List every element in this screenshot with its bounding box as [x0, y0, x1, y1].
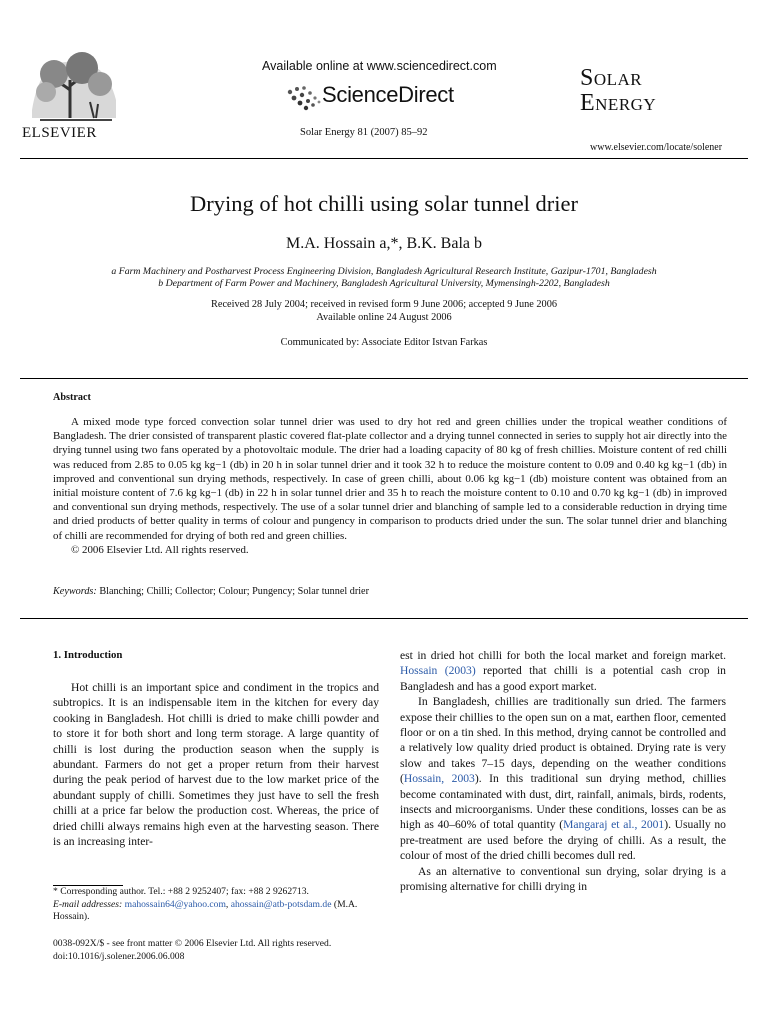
abstract-copyright: © 2006 Elsevier Ltd. All rights reserved. [71, 543, 249, 556]
paragraph-text: In Bangladesh, chillies are traditionally sun dried. The farmers expose their chillies to the open sun on a mat, earthen floor, cemented floor or on a tin shed. In this method, drying cannot be controlled and a relatively low quality dried product is obtained. Drying rate is very slow and takes 7–15 days, depending on the weather conditions ( [400, 695, 726, 786]
header-divider [20, 158, 748, 159]
left-column [53, 680, 379, 849]
doi-line[interactable]: doi:10.1016/j.solener.2006.06.008 [53, 950, 185, 962]
available-online-text: Available online at www.sciencedirect.com [262, 59, 497, 73]
available-online-date: Available online 24 August 2006 [316, 312, 452, 323]
intro-paragraph-1: Hot chilli is an important spice and condiment in the tropics and subtropics. It is an indispensable item in the kitchen for every day cooking in Bangladesh. Hot chilli is dried to make chilli powder and to store it for both short and long term storage. A large quantity of chilli is lost during the production season when the supply is abundant. Farmers do not get a proper return from their harvest during the peak period of harvest due to the low market price of the abundant supply of chilli. Sometimes they just have to sell the fresh chilli at a price far below the production cost. Whereas, the price of dried chilli always remains high even at the harvesting season. There is an increasing inter- [53, 681, 379, 849]
keywords-text: Blanching; Chilli; Collector; Colour; Pungency; Solar tunnel drier [99, 586, 369, 597]
email-suffix: (M.A. Hossain). [53, 898, 358, 923]
paragraph-text: ). In this traditional sun drying method, chillies become contaminated with dust, dirt, rainfall, animals, birds, rodents, insects and microorganisms. Under these conditions, losses can be as high as 40–60% of total quantity ( [400, 772, 726, 832]
footnote [53, 886, 379, 924]
journal-name-line1: Solar [580, 65, 643, 91]
received-dates: Received 28 July 2004; received in revised form 9 June 2006; accepted 9 June 2006 [211, 299, 557, 310]
email-link-2[interactable]: ahossain@atb-potsdam.de [230, 898, 332, 910]
issn-line: 0038-092X/$ - see front matter © 2006 Elsevier Ltd. All rights reserved. [53, 938, 332, 949]
citation-link-hossain-2003[interactable]: Hossain (2003) [400, 664, 476, 678]
abstract-divider-bottom [20, 618, 748, 619]
article-authors: M.A. Hossain a,*, B.K. Bala b [286, 235, 482, 252]
journal-reference: Solar Energy 81 (2007) 85–92 [300, 127, 428, 138]
corresponding-author-note: * Corresponding author. Tel.: +88 2 9252407; fax: +88 2 9262713. [53, 886, 309, 897]
intro-paragraph-2 [400, 694, 726, 863]
front-matter [53, 938, 331, 963]
email-link-1[interactable]: mahossain64@yahoo.com [124, 898, 226, 910]
journal-url-link[interactable]: www.elsevier.com/locate/solener [590, 142, 723, 153]
journal-name-logo [580, 66, 656, 116]
journal-name-line2: Energy [580, 90, 657, 116]
paragraph-text: ). Usually no pre-treatment are used before the drying of chilli. As a result, the colour of most of the dried chilli becomes dull red. [400, 818, 726, 863]
intro-paragraph-3: As an alternative to conventional sun drying, solar drying is a promising alternative for chilli drying in [400, 864, 726, 894]
email-line: E-mail addresses: mahossain64@yahoo.com, ahossain@atb-potsdam.de (M.A. Hossain). [53, 898, 358, 923]
paragraph-text: est in dried hot chilli for both the local market and foreign market. [400, 649, 726, 662]
citation-link-mangaraj-2001[interactable]: Mangaraj et al., 2001 [563, 818, 665, 832]
sciencedirect-dots-logo [284, 84, 324, 112]
sciencedirect-wordmark: ScienceDirect [322, 82, 454, 107]
communicated-by: Communicated by: Associate Editor Istvan Farkas [280, 337, 488, 348]
citation-link-hossain-2003b[interactable]: Hossain, 2003 [403, 772, 475, 786]
paragraph-text: reported that chilli is a potential cash crop in Bangladesh and has a good export market. [400, 664, 726, 693]
affiliation-a: a Farm Machinery and Postharvest Process Engineering Division, Bangladesh Agricultural Research Institute, Gazipur-1701, Bangladesh [111, 266, 657, 277]
intro-paragraph-1-cont [400, 648, 726, 694]
section-heading-introduction: 1. Introduction [53, 649, 123, 661]
abstract-heading: Abstract [53, 392, 91, 403]
abstract-text: A mixed mode type forced convection solar tunnel drier was used to dry hot red and green chillies under the tropical weather conditions of Bangladesh. The drier consisted of transparent plastic covered flat-plate collector and a drying tunnel connected in series to supply hot air directly into the drying tunnel using two fans operated by a photovoltaic module. The drier had a loading capacity of 80 kg of fresh chillies. Moisture content of red chilli was reduced from 2.85 to 0.05 kg kg−1 (db) in 20 h in solar tunnel drier and it took 32 h to reduce the moisture content to 0.09 and 0.40 kg kg−1 (db) in improved and conventional sun drying methods, respectively. In case of green chilli, about 0.06 kg kg−1 (db) moisture content was obtained from an initial moisture content of 7.6 kg kg−1 (db) in 22 h in solar tunnel drier and 35 h to reach the moisture content to 0.10 and 0.70 kg kg−1 (db) in improved and conventional sun drying methods, respectively. The use of a solar tunnel drier and blanching of sample led to a considerable reduction in drying time and dried products of better quality in terms of colour and pungency in comparison to products dried under the sun. The solar tunnel drier and blanching of chilli are recommended for drying of both red and green chillies. [53, 416, 727, 542]
abstract-divider-top [20, 378, 748, 379]
keywords-line [53, 586, 369, 597]
right-column [400, 648, 726, 895]
article-title: Drying of hot chilli using solar tunnel drier [189, 191, 579, 216]
abstract-body [53, 415, 727, 557]
publisher-name: ELSEVIER [22, 125, 97, 141]
affiliation-b: b Department of Farm Power and Machinery, Bangladesh Agricultural University, Mymensingh-2202, Bangladesh [158, 278, 610, 289]
email-label: E-mail addresses: [53, 898, 123, 910]
keywords-label: Keywords: [53, 586, 97, 597]
